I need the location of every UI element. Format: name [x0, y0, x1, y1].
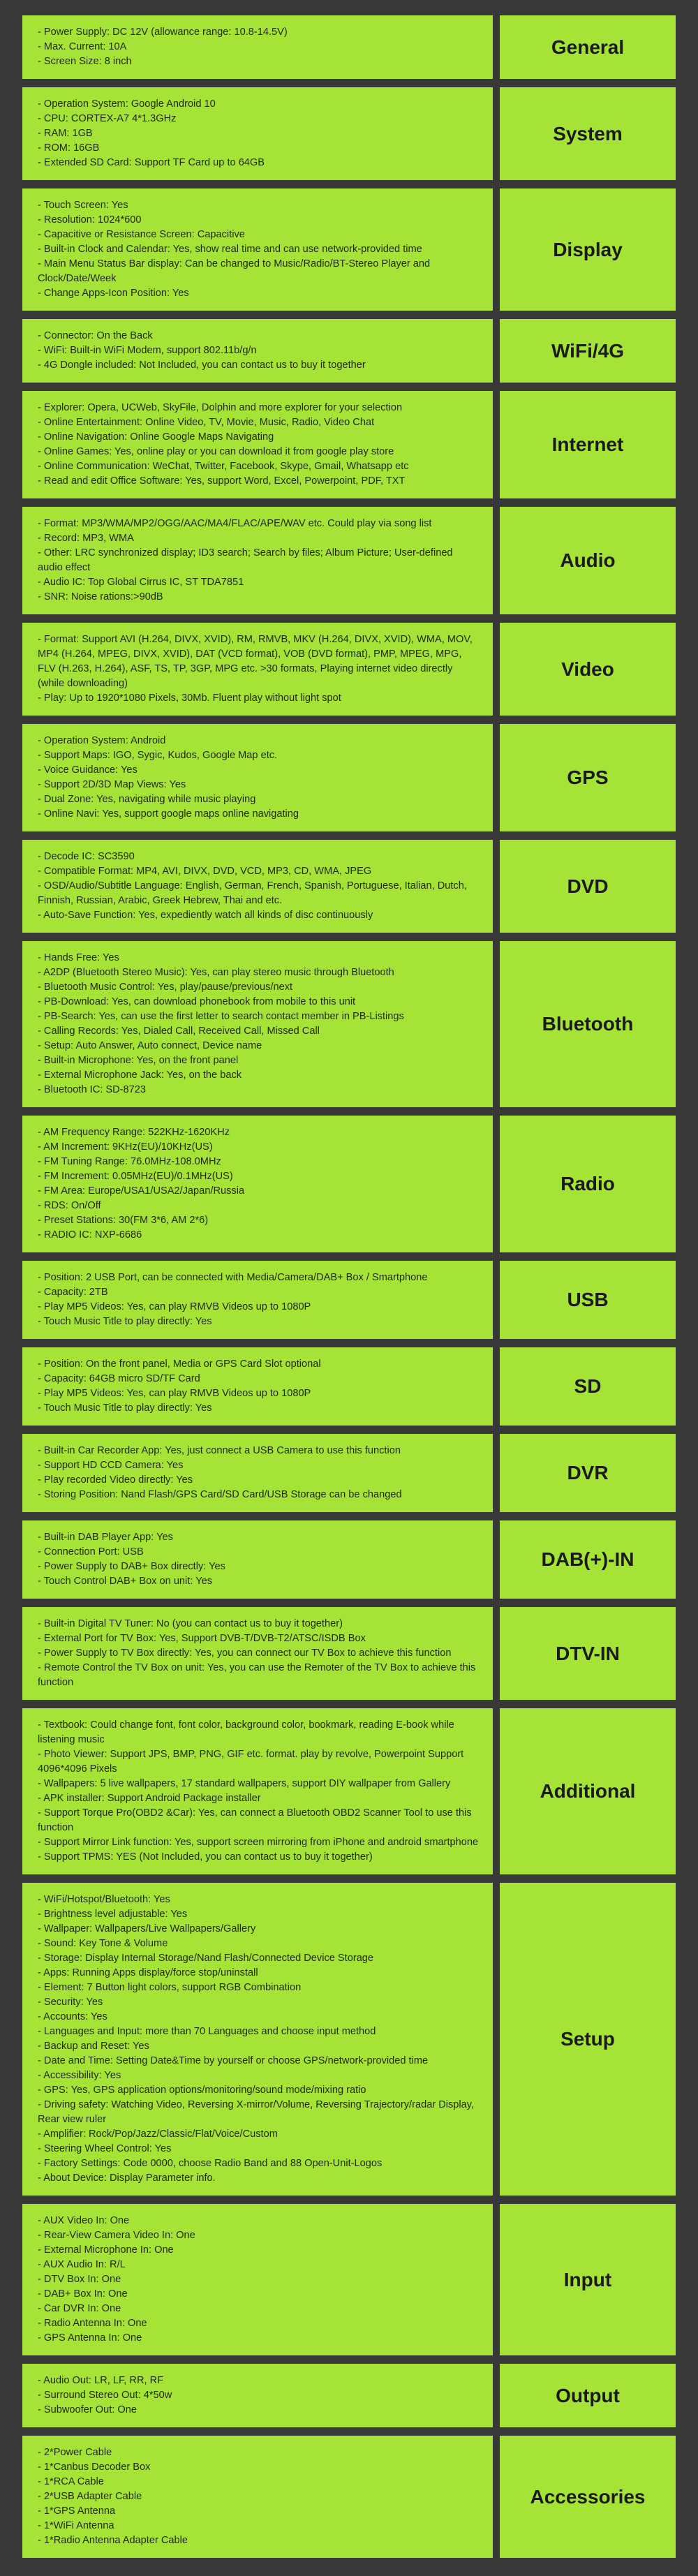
spec-line: - Surround Stereo Out: 4*50w: [38, 2390, 172, 2401]
spec-line: - Record: MP3, WMA: [38, 533, 134, 544]
spec-line: - A2DP (Bluetooth Stereo Music): Yes, can play stereo music through Bluetooth: [38, 967, 394, 978]
spec-line: - Built-in Clock and Calendar: Yes, show real time and can use network-provided time: [38, 244, 422, 255]
spec-line: - Car DVR In: One: [38, 2303, 121, 2314]
spec-line: - 4G Dongle included: Not Included, you can contact us to buy it together: [38, 360, 366, 371]
spec-details: [22, 1520, 493, 1599]
spec-line: - Storing Position: Nand Flash/GPS Card/SD Card/USB Storage can be changed: [38, 1489, 402, 1500]
spec-line: - Format: MP3/WMA/MP2/OGG/AAC/MA4/FLAC/APE/WAV etc. Could play via song list: [38, 518, 432, 529]
spec-line: - RADIO IC: NXP-6686: [38, 1229, 142, 1241]
spec-row: [22, 1883, 676, 2196]
spec-line: - Support Maps: IGO, Sygic, Kudos, Google Map etc.: [38, 750, 278, 761]
spec-line: - Support HD CCD Camera: Yes: [38, 1460, 184, 1471]
spec-line: - Power Supply to DAB+ Box directly: Yes: [38, 1561, 225, 1572]
spec-category-label: Accessories: [500, 2436, 676, 2558]
spec-line: - Explorer: Opera, UCWeb, SkyFile, Dolphin and more explorer for your selection: [38, 402, 403, 413]
spec-line: - AM Increment: 9KHz(EU)/10KHz(US): [38, 1141, 213, 1153]
spec-row: [22, 391, 676, 498]
spec-line: - External Microphone Jack: Yes, on the back: [38, 1069, 242, 1081]
spec-line: - GPS Antenna In: One: [38, 2332, 142, 2344]
spec-details: [22, 1434, 493, 1512]
spec-line: - Built-in Microphone: Yes, on the front panel: [38, 1055, 239, 1066]
spec-line: - Factory Settings: Code 0000, choose Radio Band and 88 Open-Unit-Logos: [38, 2158, 383, 2169]
spec-category-label: Audio: [500, 507, 676, 614]
spec-details: [22, 1883, 493, 2196]
spec-line: - Position: On the front panel, Media or GPS Card Slot optional: [38, 1359, 321, 1370]
spec-line: - Setup: Auto Answer, Auto connect, Device name: [38, 1040, 262, 1051]
spec-details: [22, 1347, 493, 1426]
spec-line: - Play: Up to 1920*1080 Pixels, 30Mb. Fluent play without light spot: [38, 693, 341, 704]
spec-line: - Backup and Reset: Yes: [38, 2041, 149, 2052]
spec-line: - Screen Size: 8 inch: [38, 56, 132, 67]
spec-line: - External Port for TV Box: Yes, Support DVB-T/DVB-T2/ATSC/ISDB Box: [38, 1633, 366, 1644]
spec-line: - Hands Free: Yes: [38, 952, 119, 963]
spec-line: - Play MP5 Videos: Yes, can play RMVB Videos up to 1080P: [38, 1388, 311, 1399]
spec-line: - AUX Video In: One: [38, 2215, 130, 2226]
spec-line: - Date and Time: Setting Date&Time by yourself or choose GPS/network-provided time: [38, 2055, 429, 2066]
spec-line: - Extended SD Card: Support TF Card up to 64GB: [38, 157, 265, 168]
spec-line: - Support 2D/3D Map Views: Yes: [38, 779, 186, 790]
spec-line: - Connector: On the Back: [38, 330, 153, 341]
spec-line: - Sound: Key Tone & Volume: [38, 1938, 168, 1949]
spec-row: [22, 724, 676, 831]
spec-category-label: Setup: [500, 1883, 676, 2196]
spec-line: - AM Frequency Range: 522KHz-1620KHz: [38, 1127, 230, 1138]
spec-line: - Capacitive or Resistance Screen: Capacitive: [38, 229, 245, 240]
spec-line: - Brightness level adjustable: Yes: [38, 1909, 188, 1920]
spec-line: - Rear-View Camera Video In: One: [38, 2230, 195, 2241]
spec-line: - Built-in Car Recorder App: Yes, just connect a USB Camera to use this function: [38, 1445, 401, 1456]
spec-line: - DTV Box In: One: [38, 2274, 121, 2285]
spec-details: [22, 724, 493, 831]
spec-line: - Languages and Input: more than 70 Languages and choose input method: [38, 2026, 376, 2037]
spec-line: - Position: 2 USB Port, can be connected with Media/Camera/DAB+ Box / Smartphone: [38, 1272, 428, 1283]
spec-line: - Capacity: 2TB: [38, 1287, 108, 1298]
spec-line: - Textbook: Could change font, font color, background color, bookmark, reading E-book while listening music: [38, 1719, 454, 1745]
spec-line: - Calling Records: Yes, Dialed Call, Received Call, Missed Call: [38, 1026, 320, 1037]
spec-row: [22, 15, 676, 79]
spec-row: [22, 188, 676, 311]
spec-line: - Element: 7 Button light colors, support RGB Combination: [38, 1982, 302, 1993]
spec-line: - Format: Support AVI (H.264, DIVX, XVID), RM, RMVB, MKV (H.264, DIVX, XVID), WMA, MOV, MP4 (H.264, MPEG, DIVX, XVID), DAT (VCD format), VOB (DVD format), PMP, MPEG, MPG, FLV (H.263, H.264), ASF, TS, TP, 3GP, MPG etc. >30 formats, Playing internet video directly (while downloading): [38, 634, 473, 689]
spec-details: [22, 391, 493, 498]
spec-details: [22, 319, 493, 383]
spec-line: - Max. Current: 10A: [38, 41, 127, 52]
spec-line: - Online Entertainment: Online Video, TV, Movie, Music, Radio, Video Chat: [38, 417, 375, 428]
spec-line: - Amplifier: Rock/Pop/Jazz/Classic/Flat/Voice/Custom: [38, 2129, 278, 2140]
spec-line: - Radio Antenna In: One: [38, 2318, 147, 2329]
spec-line: - Power Supply to TV Box directly: Yes, you can connect our TV Box to achieve this function: [38, 1648, 452, 1659]
spec-line: - Storage: Display Internal Storage/Nand Flash/Connected Device Storage: [38, 1953, 374, 1964]
spec-line: - External Microphone In: One: [38, 2244, 174, 2256]
spec-row: [22, 2364, 676, 2427]
spec-line: - PB-Download: Yes, can download phonebook from mobile to this unit: [38, 996, 356, 1007]
spec-line: - Wallpapers: 5 live wallpapers, 17 standard wallpapers, support DIY wallpaper from Gallery: [38, 1778, 451, 1789]
spec-line: - Audio IC: Top Global Cirrus IC, ST TDA7851: [38, 577, 244, 588]
spec-row: [22, 507, 676, 614]
spec-line: - Play recorded Video directly: Yes: [38, 1474, 193, 1486]
spec-category-label: Input: [500, 2204, 676, 2355]
spec-category-label: USB: [500, 1261, 676, 1339]
spec-line: - Main Menu Status Bar display: Can be changed to Music/Radio/BT-Stereo Player and Clock/Date/Week: [38, 258, 431, 284]
spec-details: [22, 1607, 493, 1700]
spec-line: - 2*USB Adapter Cable: [38, 2491, 142, 2502]
spec-category-label: Internet: [500, 391, 676, 498]
spec-line: - Photo Viewer: Support JPS, BMP, PNG, GIF etc. format. play by revolve, Powerpoint Support 4096*4096 Pixels: [38, 1749, 464, 1775]
spec-line: - Capacity: 64GB micro SD/TF Card: [38, 1373, 200, 1384]
spec-line: - Preset Stations: 30(FM 3*6, AM 2*6): [38, 1215, 209, 1226]
spec-line: - Decode IC: SC3590: [38, 851, 135, 862]
spec-line: - Change Apps-Icon Position: Yes: [38, 288, 189, 299]
spec-line: - Remote Control the TV Box on unit: Yes, you can use the Remoter of the TV Box to achieve this function: [38, 1662, 476, 1688]
spec-line: - Other: LRC synchronized display; ID3 search; Search by files; Album Picture; User-defined audio effect: [38, 547, 453, 573]
spec-line: - Operation System: Android: [38, 735, 166, 746]
spec-details: [22, 15, 493, 79]
spec-details: [22, 2204, 493, 2355]
spec-category-label: SD: [500, 1347, 676, 1426]
spec-row: [22, 1607, 676, 1700]
spec-line: - GPS: Yes, GPS application options/monitoring/sound mode/mixing ratio: [38, 2085, 366, 2096]
spec-line: - AUX Audio In: R/L: [38, 2259, 126, 2270]
spec-details: [22, 507, 493, 614]
spec-row: [22, 840, 676, 933]
spec-line: - APK installer: Support Android Package installer: [38, 1793, 261, 1804]
spec-category-label: Output: [500, 2364, 676, 2427]
spec-line: - 1*RCA Cable: [38, 2476, 104, 2487]
spec-line: - DAB+ Box In: One: [38, 2288, 128, 2300]
spec-category-label: Additional: [500, 1708, 676, 1874]
spec-line: - Voice Guidance: Yes: [38, 764, 138, 776]
spec-line: - OSD/Audio/Subtitle Language: English, German, French, Spanish, Portuguese, Italian, Dutch, Finnish, Russian, Arabic, Greek Hebrew, Thai and etc.: [38, 880, 467, 906]
spec-line: - Steering Wheel Control: Yes: [38, 2143, 172, 2154]
spec-line: - 1*Radio Antenna Adapter Cable: [38, 2535, 188, 2546]
spec-line: - Security: Yes: [38, 1997, 103, 2008]
spec-line: - Auto-Save Function: Yes, expediently watch all kinds of disc continuously: [38, 910, 373, 921]
spec-row: [22, 1434, 676, 1512]
spec-details: [22, 1116, 493, 1252]
spec-line: - 2*Power Cable: [38, 2447, 112, 2458]
spec-category-label: System: [500, 87, 676, 180]
spec-line: - PB-Search: Yes, can use the first letter to search contact member in PB-Listings: [38, 1011, 404, 1022]
spec-line: - FM Increment: 0.05MHz(EU)/0.1MHz(US): [38, 1171, 233, 1182]
spec-line: - Resolution: 1024*600: [38, 214, 142, 225]
spec-category-label: GPS: [500, 724, 676, 831]
spec-category-label: DVR: [500, 1434, 676, 1512]
spec-line: - Wallpaper: Wallpapers/Live Wallpapers/Gallery: [38, 1923, 256, 1934]
spec-line: - 1*GPS Antenna: [38, 2505, 116, 2517]
spec-details: [22, 2436, 493, 2558]
spec-line: - FM Area: Europe/USA1/USA2/Japan/Russia: [38, 1185, 245, 1197]
spec-line: - SNR: Noise rations:>90dB: [38, 591, 163, 602]
spec-line: - Subwoofer Out: One: [38, 2404, 137, 2415]
spec-details: [22, 1261, 493, 1339]
spec-line: - 1*WiFi Antenna: [38, 2520, 114, 2531]
spec-row: [22, 941, 676, 1107]
spec-line: - Audio Out: LR, LF, RR, RF: [38, 2375, 164, 2386]
spec-line: - RAM: 1GB: [38, 128, 93, 139]
spec-details: [22, 840, 493, 933]
spec-line: - Touch Control DAB+ Box on unit: Yes: [38, 1576, 213, 1587]
spec-row: [22, 87, 676, 180]
spec-line: - Support Torque Pro(OBD2 &Car): Yes, can connect a Bluetooth OBD2 Scanner Tool to use this function: [38, 1807, 472, 1833]
spec-details: [22, 941, 493, 1107]
spec-details: [22, 1708, 493, 1874]
spec-line: - Apps: Running Apps display/force stop/uninstall: [38, 1967, 258, 1978]
spec-line: - Bluetooth IC: SD-8723: [38, 1084, 146, 1095]
spec-line: - Support TPMS: YES (Not Included, you can contact us to buy it together): [38, 1851, 373, 1863]
spec-line: - Online Communication: WeChat, Twitter, Facebook, Skype, Gmail, Whatsapp etc: [38, 461, 409, 472]
spec-row: [22, 1116, 676, 1252]
spec-line: - Read and edit Office Software: Yes, support Word, Excel, Powerpoint, PDF, TXT: [38, 475, 406, 487]
spec-row: [22, 1347, 676, 1426]
spec-category-label: DTV-IN: [500, 1607, 676, 1700]
spec-line: - Support Mirror Link function: Yes, support screen mirroring from iPhone and android smartphone: [38, 1837, 479, 1848]
spec-row: [22, 1261, 676, 1339]
spec-line: - Built-in Digital TV Tuner: No (you can contact us to buy it together): [38, 1618, 343, 1629]
spec-line: - Touch Screen: Yes: [38, 200, 128, 211]
spec-line: - 1*Canbus Decoder Box: [38, 2462, 151, 2473]
spec-line: - Bluetooth Music Control: Yes, play/pause/previous/next: [38, 982, 293, 993]
spec-category-label: Bluetooth: [500, 941, 676, 1107]
spec-row: [22, 1708, 676, 1874]
spec-category-label: WiFi/4G: [500, 319, 676, 383]
spec-line: - Online Navigation: Online Google Maps Navigating: [38, 431, 274, 443]
spec-line: - Accessibility: Yes: [38, 2070, 121, 2081]
spec-line: - Accounts: Yes: [38, 2011, 107, 2022]
spec-line: - Online Games: Yes, online play or you can download it from google play store: [38, 446, 394, 457]
spec-line: - Power Supply: DC 12V (allowance range: 10.8-14.5V): [38, 27, 288, 38]
spec-row: [22, 2204, 676, 2355]
spec-details: [22, 188, 493, 311]
spec-row: [22, 2436, 676, 2558]
spec-details: [22, 87, 493, 180]
spec-line: - Built-in DAB Player App: Yes: [38, 1532, 173, 1543]
spec-line: - About Device: Display Parameter info.: [38, 2172, 216, 2184]
spec-line: - WiFi/Hotspot/Bluetooth: Yes: [38, 1894, 170, 1905]
spec-category-label: Radio: [500, 1116, 676, 1252]
spec-line: - Operation System: Google Android 10: [38, 98, 216, 110]
spec-line: - FM Tuning Range: 76.0MHz-108.0MHz: [38, 1156, 221, 1167]
spec-details: [22, 623, 493, 716]
spec-line: - WiFi: Built-in WiFi Modem, support 802.11b/g/n: [38, 345, 257, 356]
spec-line: - CPU: CORTEX-A7 4*1.3GHz: [38, 113, 177, 124]
spec-line: - Driving safety: Watching Video, Reversing X-mirror/Volume, Reversing Trajectory/radar Display, Rear view ruler: [38, 2099, 475, 2125]
spec-line: - RDS: On/Off: [38, 1200, 101, 1211]
spec-details: [22, 2364, 493, 2427]
spec-category-label: Display: [500, 188, 676, 311]
spec-line: - Touch Music Title to play directly: Yes: [38, 1316, 212, 1327]
spec-category-label: DVD: [500, 840, 676, 933]
spec-line: - ROM: 16GB: [38, 142, 100, 154]
spec-line: - Connection Port: USB: [38, 1546, 144, 1557]
spec-row: [22, 1520, 676, 1599]
spec-line: - Online Navi: Yes, support google maps online navigating: [38, 808, 299, 820]
spec-line: - Dual Zone: Yes, navigating while music playing: [38, 794, 256, 805]
spec-category-label: DAB(+)-IN: [500, 1520, 676, 1599]
spec-row: [22, 319, 676, 383]
spec-line: - Compatible Format: MP4, AVI, DIVX, DVD, VCD, MP3, CD, WMA, JPEG: [38, 866, 372, 877]
spec-row: [22, 623, 676, 716]
spec-category-label: Video: [500, 623, 676, 716]
spec-line: - Touch Music Title to play directly: Yes: [38, 1402, 212, 1414]
spec-category-label: General: [500, 15, 676, 79]
spec-line: - Play MP5 Videos: Yes, can play RMVB Videos up to 1080P: [38, 1301, 311, 1312]
